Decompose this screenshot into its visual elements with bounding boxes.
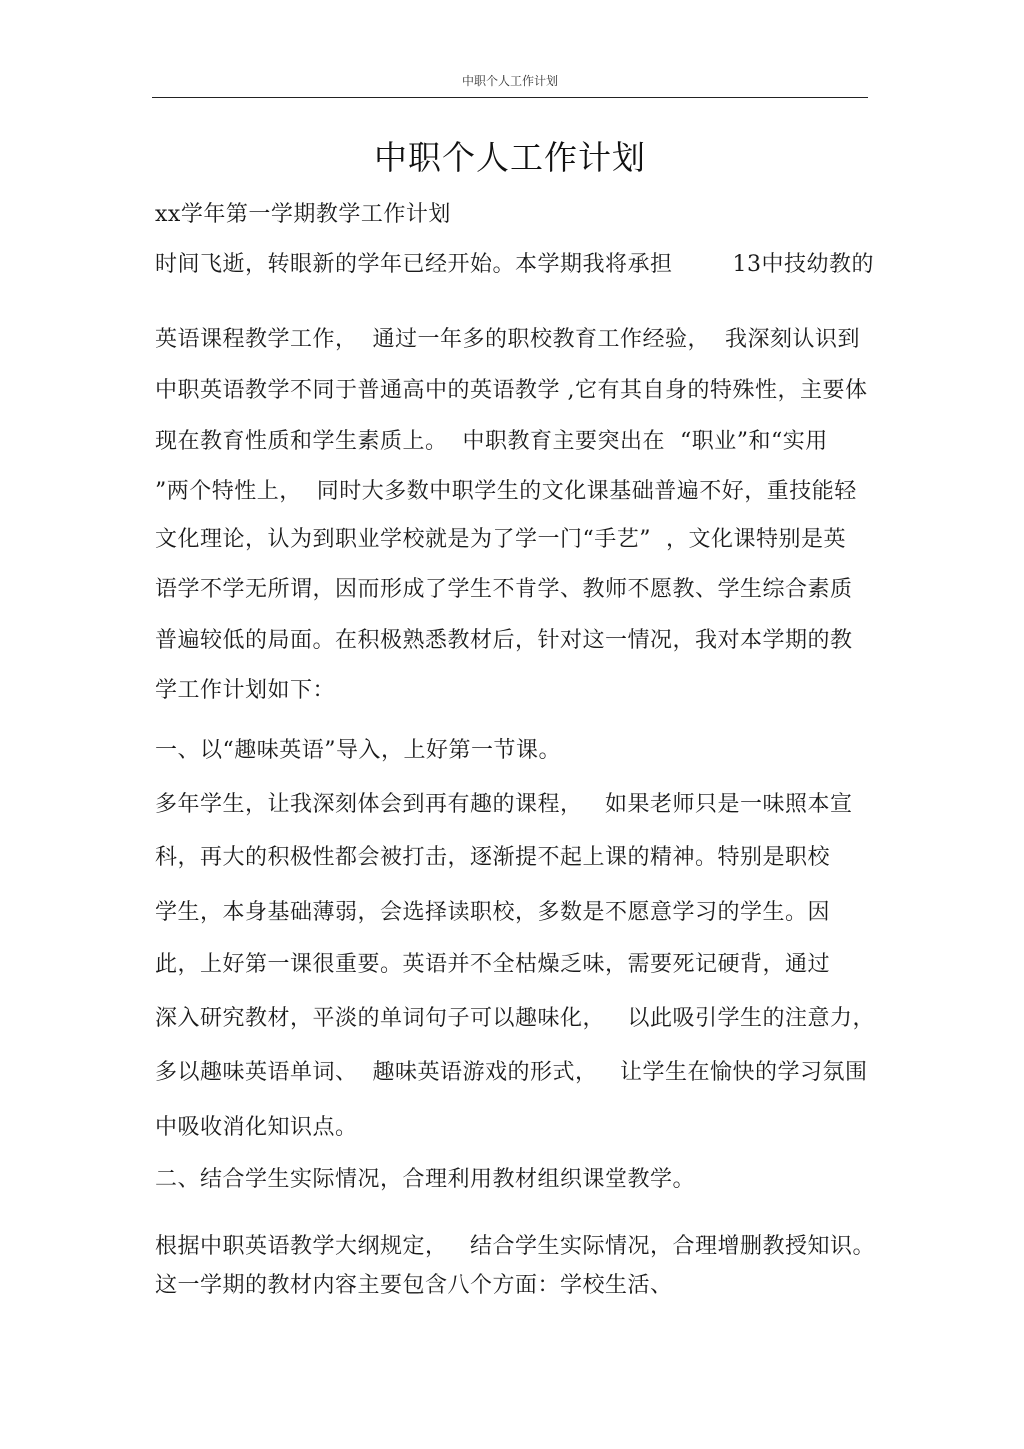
body-line: 此，上好第一课很重要。英语并不全枯燥乏味，需要死记硬背，通过 [155,952,831,977]
body-line: 普遍较低的局面。在积极熟悉教材后，针对这一情况，我对本学期的教 [155,628,853,653]
document-subtitle: xx学年第一学期教学工作计划 [155,202,451,227]
body-line: 语学不学无所谓，因而形成了学生不肯学、教师不愿教、学生综合素质 [155,577,853,602]
body-line: 英语课程教学工作， 通过一年多的职校教育工作经验， 我深刻认识到 [155,327,860,352]
body-line: 文化理论，认为到职业学校就是为了学一门“手艺” ，文化课特别是英 [155,527,846,552]
body-line: 学生，本身基础薄弱，会选择读职校，多数是不愿意学习的学生。因 [155,900,831,925]
section-heading-2: 二、结合学生实际情况，合理利用教材组织课堂教学。 [155,1167,696,1192]
body-line: 根据中职英语教学大纲规定， 结合学生实际情况，合理增删教授知识。 [155,1234,875,1259]
running-header: 中职个人工作计划 [461,74,558,88]
body-line: 学工作计划如下： [155,678,336,703]
body-line: 多年学生，让我深刻体会到再有趣的课程， 如果老师只是一味照本宣 [155,792,853,817]
header-divider [152,97,868,98]
document-title: 中职个人工作计划 [374,138,646,177]
body-line: 中吸收消化知识点。 [155,1115,358,1140]
body-line: 科，再大的积极性都会被打击，逐渐提不起上课的精神。特别是职校 [155,845,831,870]
section-heading-1: 一、以“趣味英语”导入，上好第一节课。 [155,738,561,763]
body-line: 时间飞逝，转眼新的学年已经开始。本学期我将承担 13中技幼教的 [155,252,874,277]
body-line: 中职英语教学不同于普通高中的英语教学 ,它有其自身的特殊性，主要体 [155,378,868,403]
body-line: ”两个特性上， 同时大多数中职学生的文化课基础普遍不好，重技能轻 [155,479,857,504]
body-line: 深入研究教材，平淡的单词句子可以趣味化， 以此吸引学生的注意力， [155,1006,875,1031]
body-line: 这一学期的教材内容主要包含八个方面：学校生活、 [155,1273,673,1298]
body-line: 现在教育性质和学生素质上。 中职教育主要突出在 “职业”和“实用 [155,429,828,454]
body-line: 多以趣味英语单词、 趣味英语游戏的形式， 让学生在愉快的学习氛围 [155,1060,868,1085]
